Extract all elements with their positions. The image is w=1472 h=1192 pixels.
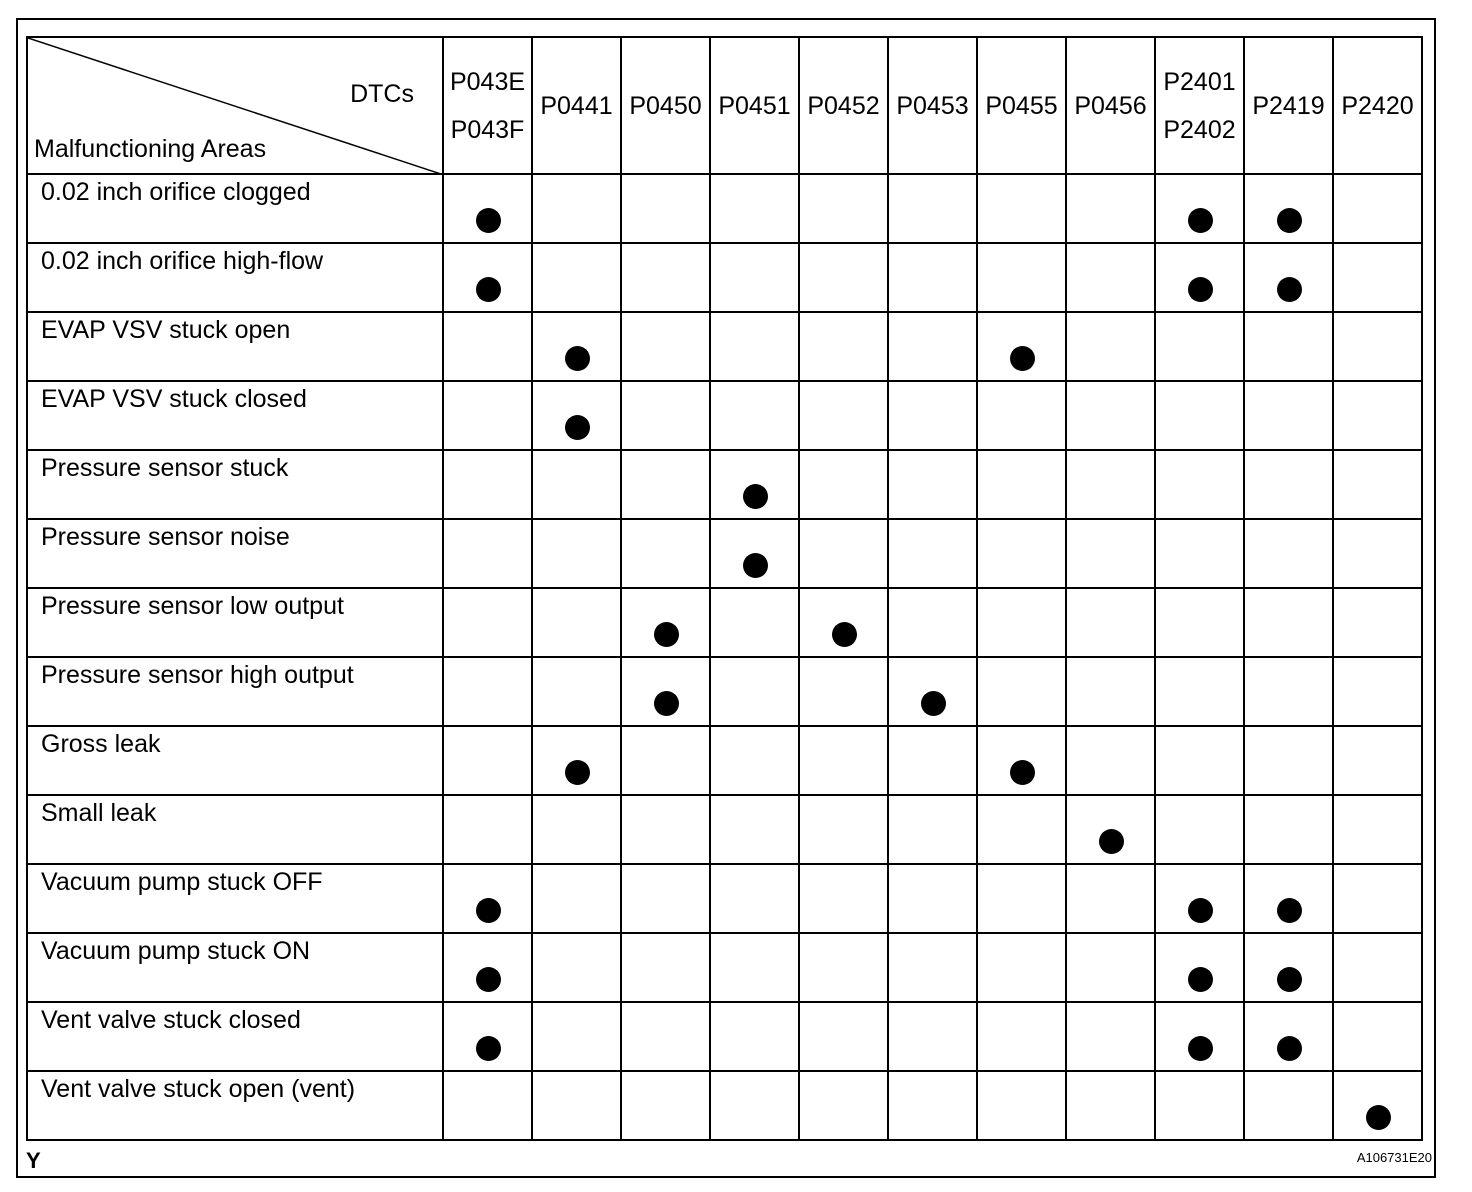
- applicable-dot-mark: [1277, 208, 1302, 233]
- matrix-cell: [1155, 588, 1244, 657]
- applicable-dot-mark: [1277, 277, 1302, 302]
- matrix-cell: [1333, 243, 1422, 312]
- malfunctioning-area-cell: [27, 795, 443, 864]
- matrix-cell: [532, 450, 621, 519]
- matrix-cell: [1066, 864, 1155, 933]
- matrix-cell: [443, 381, 532, 450]
- matrix-cell: [1155, 795, 1244, 864]
- matrix-cell: [621, 726, 710, 795]
- matrix-cell: [1155, 1071, 1244, 1140]
- matrix-cell: [799, 519, 888, 588]
- table-row: [27, 933, 1422, 1002]
- table-row: [27, 381, 1422, 450]
- matrix-cell: [799, 174, 888, 243]
- matrix-cell: [1066, 381, 1155, 450]
- malfunctioning-area-label: 0.02 inch orifice high-flow: [41, 247, 324, 275]
- malfunctioning-area-cell: [27, 933, 443, 1002]
- matrix-cell: [1066, 243, 1155, 312]
- malfunctioning-area-label: Vent valve stuck closed: [41, 1006, 301, 1034]
- applicable-dot-mark: [1188, 208, 1213, 233]
- matrix-cell: [799, 1071, 888, 1140]
- applicable-dot-mark: [743, 553, 768, 578]
- matrix-cell: [977, 933, 1066, 1002]
- applicable-dot-mark: [832, 622, 857, 647]
- matrix-cell: [710, 657, 799, 726]
- matrix-cell: [532, 657, 621, 726]
- dtc-column-header: [799, 37, 888, 174]
- matrix-cell: [888, 726, 977, 795]
- matrix-cell: [977, 381, 1066, 450]
- matrix-cell: [1333, 312, 1422, 381]
- matrix-cell: [1066, 657, 1155, 726]
- matrix-cell: [888, 381, 977, 450]
- matrix-cell: [710, 519, 799, 588]
- matrix-cell: [621, 381, 710, 450]
- matrix-cell: [888, 1002, 977, 1071]
- matrix-cell: [621, 174, 710, 243]
- applicable-dot-mark: [1188, 277, 1213, 302]
- matrix-cell: [1155, 933, 1244, 1002]
- dtc-column-header: [977, 37, 1066, 174]
- matrix-cell: [443, 243, 532, 312]
- applicable-dot-mark: [654, 622, 679, 647]
- matrix-cell: [1066, 588, 1155, 657]
- applicable-dot-mark: [476, 208, 501, 233]
- matrix-cell: [799, 450, 888, 519]
- matrix-cell: [977, 864, 1066, 933]
- matrix-cell: [1244, 381, 1333, 450]
- malfunctioning-area-cell: [27, 312, 443, 381]
- matrix-cell: [532, 864, 621, 933]
- applicable-dot-mark: [921, 691, 946, 716]
- matrix-cell: [710, 312, 799, 381]
- matrix-cell: [1066, 312, 1155, 381]
- matrix-cell: [443, 726, 532, 795]
- dtc-code: P0455: [985, 91, 1058, 120]
- applicable-dot-mark: [1277, 898, 1302, 923]
- matrix-cell: [977, 1071, 1066, 1140]
- matrix-cell: [1066, 795, 1155, 864]
- matrix-cell: [710, 1071, 799, 1140]
- malfunctioning-area-cell: [27, 1071, 443, 1140]
- applicable-dot-mark: [1188, 1036, 1213, 1061]
- matrix-cell: [1066, 933, 1155, 1002]
- matrix-cell: [1066, 174, 1155, 243]
- matrix-cell: [1244, 1071, 1333, 1140]
- dtc-column-header: [888, 37, 977, 174]
- dtcs-label: DTCs: [350, 80, 414, 108]
- applicable-dot-mark: [1366, 1105, 1391, 1130]
- malfunctioning-area-cell: [27, 381, 443, 450]
- matrix-cell: [1244, 588, 1333, 657]
- matrix-cell: [532, 1071, 621, 1140]
- matrix-cell: [888, 657, 977, 726]
- dtc-matrix-table: [26, 36, 1423, 1141]
- matrix-cell: [1333, 933, 1422, 1002]
- matrix-cell: [799, 381, 888, 450]
- matrix-cell: [1333, 726, 1422, 795]
- matrix-cell: [443, 1002, 532, 1071]
- applicable-dot-mark: [1277, 1036, 1302, 1061]
- matrix-cell: [1244, 174, 1333, 243]
- matrix-cell: [621, 519, 710, 588]
- table-row: [27, 519, 1422, 588]
- matrix-cell: [1333, 381, 1422, 450]
- matrix-cell: [1155, 312, 1244, 381]
- matrix-cell: [799, 312, 888, 381]
- dtc-code: P2420: [1341, 91, 1414, 120]
- matrix-cell: [443, 519, 532, 588]
- matrix-cell: [443, 933, 532, 1002]
- matrix-cell: [621, 312, 710, 381]
- matrix-cell: [799, 864, 888, 933]
- matrix-cell: [532, 381, 621, 450]
- matrix-cell: [888, 1071, 977, 1140]
- matrix-cell: [710, 1002, 799, 1071]
- dtc-column-header: [710, 37, 799, 174]
- matrix-cell: [443, 1071, 532, 1140]
- matrix-cell: [977, 243, 1066, 312]
- matrix-cell: [799, 933, 888, 1002]
- applicable-dot-mark: [1099, 829, 1124, 854]
- matrix-cell: [443, 588, 532, 657]
- matrix-cell: [888, 243, 977, 312]
- matrix-cell: [621, 795, 710, 864]
- table-row: [27, 1071, 1422, 1140]
- applicable-dot-mark: [476, 967, 501, 992]
- matrix-cell: [888, 312, 977, 381]
- applicable-dot-mark: [476, 277, 501, 302]
- matrix-cell: [977, 588, 1066, 657]
- applicable-dot-mark: [476, 1036, 501, 1061]
- dtc-code: P2419: [1252, 91, 1325, 120]
- matrix-cell: [1333, 519, 1422, 588]
- matrix-cell: [710, 864, 799, 933]
- dtc-code: P0450: [629, 91, 702, 120]
- malfunctioning-area-cell: [27, 1002, 443, 1071]
- matrix-cell: [1155, 381, 1244, 450]
- matrix-cell: [799, 657, 888, 726]
- table-row: [27, 1002, 1422, 1071]
- table-row: [27, 864, 1422, 933]
- matrix-cell: [1333, 657, 1422, 726]
- matrix-cell: [977, 312, 1066, 381]
- table-row: [27, 312, 1422, 381]
- matrix-cell: [621, 1002, 710, 1071]
- matrix-cell: [1333, 174, 1422, 243]
- matrix-cell: [799, 588, 888, 657]
- matrix-cell: [621, 588, 710, 657]
- matrix-cell: [532, 933, 621, 1002]
- matrix-cell: [532, 726, 621, 795]
- malfunctioning-area-label: EVAP VSV stuck closed: [41, 385, 307, 413]
- figure-letter: Y: [26, 1148, 41, 1173]
- malfunctioning-area-cell: [27, 864, 443, 933]
- matrix-cell: [977, 174, 1066, 243]
- matrix-cell: [443, 657, 532, 726]
- malfunctioning-area-cell: [27, 657, 443, 726]
- matrix-cell: [1333, 1071, 1422, 1140]
- table-row: [27, 657, 1422, 726]
- matrix-cell: [888, 174, 977, 243]
- dtc-code: P043F: [450, 115, 525, 144]
- dtc-code: P0452: [807, 91, 880, 120]
- matrix-cell: [1333, 795, 1422, 864]
- matrix-cell: [1155, 864, 1244, 933]
- matrix-cell: [1066, 726, 1155, 795]
- malfunctioning-area-label: 0.02 inch orifice clogged: [41, 178, 311, 206]
- dtc-column-header: [621, 37, 710, 174]
- applicable-dot-mark: [654, 691, 679, 716]
- matrix-cell: [1244, 519, 1333, 588]
- matrix-cell: [532, 1002, 621, 1071]
- matrix-cell: [443, 795, 532, 864]
- dtc-code: P2402: [1163, 115, 1236, 144]
- table-row: [27, 450, 1422, 519]
- matrix-cell: [1155, 243, 1244, 312]
- dtc-code: P0453: [896, 91, 969, 120]
- malfunctioning-area-cell: [27, 450, 443, 519]
- matrix-cell: [799, 795, 888, 864]
- matrix-cell: [1333, 1002, 1422, 1071]
- matrix-cell: [1066, 1071, 1155, 1140]
- malfunctioning-area-label: Vacuum pump stuck OFF: [41, 868, 323, 896]
- dtc-column-header: [1244, 37, 1333, 174]
- dtc-column-header: [1155, 37, 1244, 174]
- matrix-cell: [888, 864, 977, 933]
- malfunctioning-area-cell: [27, 174, 443, 243]
- matrix-cell: [1244, 243, 1333, 312]
- matrix-cell: [710, 450, 799, 519]
- applicable-dot-mark: [476, 898, 501, 923]
- dtc-column-header: [1333, 37, 1422, 174]
- applicable-dot-mark: [565, 415, 590, 440]
- matrix-cell: [443, 864, 532, 933]
- matrix-cell: [532, 588, 621, 657]
- matrix-cell: [621, 864, 710, 933]
- matrix-cell: [1155, 657, 1244, 726]
- table-row: [27, 726, 1422, 795]
- matrix-cell: [1244, 795, 1333, 864]
- matrix-cell: [888, 795, 977, 864]
- matrix-cell: [710, 795, 799, 864]
- malfunctioning-area-label: Pressure sensor low output: [41, 592, 344, 620]
- malfunctioning-area-label: Vacuum pump stuck ON: [41, 937, 311, 965]
- matrix-cell: [1244, 1002, 1333, 1071]
- matrix-cell: [710, 933, 799, 1002]
- matrix-cell: [977, 519, 1066, 588]
- matrix-cell: [1155, 174, 1244, 243]
- applicable-dot-mark: [1188, 967, 1213, 992]
- dtc-column-header: [443, 37, 532, 174]
- malfunctioning-area-label: Vent valve stuck open (vent): [41, 1075, 356, 1103]
- matrix-cell: [1244, 933, 1333, 1002]
- matrix-cell: [799, 1002, 888, 1071]
- matrix-cell: [532, 243, 621, 312]
- malfunctioning-area-cell: [27, 726, 443, 795]
- applicable-dot-mark: [1188, 898, 1213, 923]
- dtc-code: P0456: [1074, 91, 1147, 120]
- malfunctioning-area-label: EVAP VSV stuck open: [41, 316, 291, 344]
- matrix-cell: [977, 657, 1066, 726]
- matrix-cell: [443, 312, 532, 381]
- dtc-code: P0441: [540, 91, 613, 120]
- matrix-cell: [888, 933, 977, 1002]
- applicable-dot-mark: [1277, 967, 1302, 992]
- matrix-cell: [621, 450, 710, 519]
- malfunctioning-areas-label: Malfunctioning Areas: [34, 135, 267, 163]
- matrix-cell: [710, 381, 799, 450]
- matrix-cell: [977, 726, 1066, 795]
- dtc-code: P0451: [718, 91, 791, 120]
- matrix-cell: [977, 1002, 1066, 1071]
- applicable-dot-mark: [1010, 760, 1035, 785]
- malfunctioning-area-cell: [27, 243, 443, 312]
- matrix-cell: [977, 450, 1066, 519]
- matrix-cell: [799, 726, 888, 795]
- matrix-cell: [443, 450, 532, 519]
- table-row: [27, 588, 1422, 657]
- matrix-cell: [532, 312, 621, 381]
- matrix-cell: [1155, 519, 1244, 588]
- matrix-cell: [888, 588, 977, 657]
- matrix-cell: [888, 519, 977, 588]
- matrix-cell: [1155, 726, 1244, 795]
- malfunctioning-area-cell: [27, 588, 443, 657]
- malfunctioning-area-label: Pressure sensor noise: [41, 523, 290, 551]
- table-row: [27, 243, 1422, 312]
- dtc-code: P043E: [449, 67, 526, 96]
- matrix-cell: [621, 933, 710, 1002]
- matrix-cell: [1244, 657, 1333, 726]
- matrix-cell: [621, 1071, 710, 1140]
- applicable-dot-mark: [1010, 346, 1035, 371]
- matrix-cell: [1066, 450, 1155, 519]
- header-row: [27, 37, 1422, 174]
- matrix-cell: [621, 243, 710, 312]
- dtc-column-header: [1066, 37, 1155, 174]
- malfunctioning-area-label: Gross leak: [41, 730, 161, 758]
- applicable-dot-mark: [743, 484, 768, 509]
- matrix-cell: [443, 174, 532, 243]
- dtc-code: P2401: [1163, 67, 1236, 96]
- table-row: [27, 174, 1422, 243]
- matrix-cell: [532, 519, 621, 588]
- table-row: [27, 795, 1422, 864]
- malfunctioning-area-label: Pressure sensor high output: [41, 661, 354, 689]
- matrix-cell: [1244, 450, 1333, 519]
- corner-header: [27, 37, 443, 174]
- malfunctioning-area-label: Pressure sensor stuck: [41, 454, 289, 482]
- matrix-cell: [532, 795, 621, 864]
- matrix-cell: [1155, 450, 1244, 519]
- matrix-cell: [1333, 450, 1422, 519]
- matrix-cell: [1244, 312, 1333, 381]
- matrix-cell: [1155, 1002, 1244, 1071]
- matrix-cell: [710, 243, 799, 312]
- matrix-cell: [1066, 1002, 1155, 1071]
- applicable-dot-mark: [565, 346, 590, 371]
- matrix-cell: [710, 726, 799, 795]
- matrix-cell: [1333, 588, 1422, 657]
- matrix-cell: [977, 795, 1066, 864]
- matrix-cell: [710, 588, 799, 657]
- malfunctioning-area-cell: [27, 519, 443, 588]
- matrix-cell: [1244, 864, 1333, 933]
- matrix-cell: [888, 450, 977, 519]
- matrix-cell: [1244, 726, 1333, 795]
- matrix-cell: [799, 243, 888, 312]
- applicable-dot-mark: [565, 760, 590, 785]
- matrix-cell: [532, 174, 621, 243]
- matrix-cell: [1333, 864, 1422, 933]
- malfunctioning-area-label: Small leak: [41, 799, 157, 827]
- matrix-cell: [1066, 519, 1155, 588]
- matrix-cell: [710, 174, 799, 243]
- matrix-cell: [621, 657, 710, 726]
- figure-code: A106731E20: [1356, 1150, 1432, 1165]
- dtc-column-header: [532, 37, 621, 174]
